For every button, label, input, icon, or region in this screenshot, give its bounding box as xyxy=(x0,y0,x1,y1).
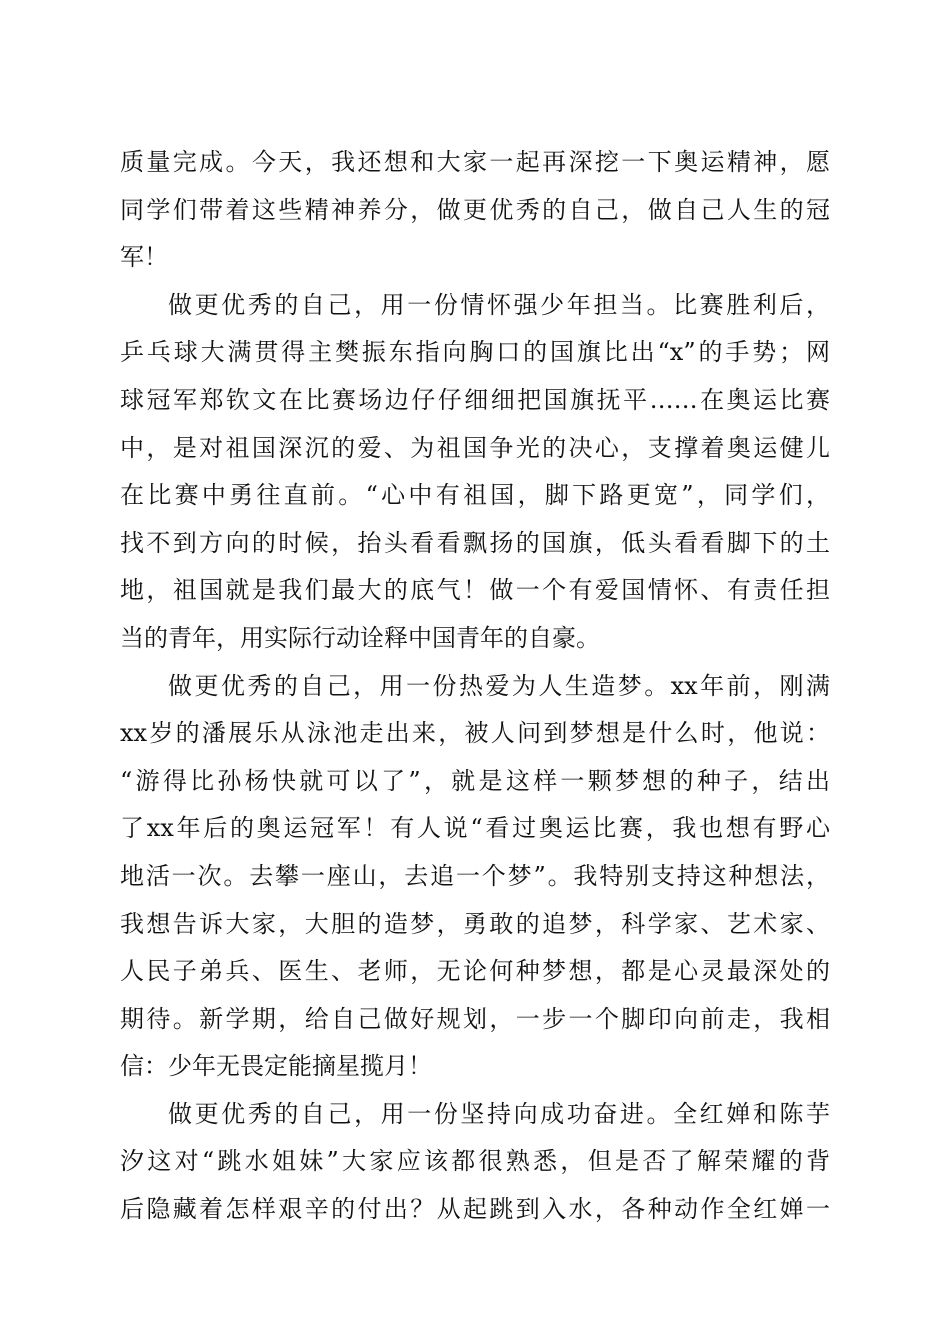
text-line: 当的青年，用实际行动诠释中国青年的自豪。 xyxy=(120,623,600,652)
text-line: 信：少年无畏定能摘星揽月！ xyxy=(120,1052,432,1081)
text-line: 了xx年后的奥运冠军！有人说“看过奥运比赛，我也想有野心 xyxy=(120,814,830,843)
text-line: 找不到方向的时候，抬头看看飘扬的国旗，低头看看脚下的土 xyxy=(120,528,830,557)
text-line: 中，是对祖国深沉的爱、为祖国争光的决心，支撑着奥运健儿 xyxy=(120,433,830,462)
text-line: “游得比孙杨快就可以了”，就是这样一颗梦想的种子，结出 xyxy=(120,766,830,795)
text-line: xx岁的潘展乐从泳池走出来，被人问到梦想是什么时，他说： xyxy=(120,719,830,748)
text-line: 同学们带着这些精神养分，做更优秀的自己，做自己人生的冠 xyxy=(120,195,830,224)
text-line: 地，祖国就是我们最大的底气！做一个有爱国情怀、有责任担 xyxy=(120,576,830,605)
text-line: 期待。新学期，给自己做好规划，一步一个脚印向前走，我相 xyxy=(120,1004,830,1033)
text-line: 我想告诉大家，大胆的造梦，勇敢的追梦，科学家、艺术家、 xyxy=(120,909,830,938)
text-line: 质量完成。今天，我还想和大家一起再深挖一下奥运精神，愿 xyxy=(120,148,830,176)
text-line: 后隐藏着怎样艰辛的付出？从起跳到入水，各种动作全红婵一 xyxy=(120,1195,830,1224)
body-text xyxy=(120,139,830,1234)
text-line: 地活一次。去攀一座山，去追一个梦”。我特别支持这种想法， xyxy=(120,861,830,890)
text-line: 人民子弟兵、医生、老师，无论何种梦想，都是心灵最深处的 xyxy=(120,957,830,986)
text-line: 军！ xyxy=(120,243,168,272)
text-line: 汐这对“跳水姐妹”大家应该都很熟悉，但是否了解荣耀的背 xyxy=(120,1147,830,1176)
text-line: 球冠军郑钦文在比赛场边仔仔细细把国旗抚平……在奥运比赛 xyxy=(120,385,830,414)
paragraph-first-line: 做更优秀的自己，用一份坚持向成功奋进。全红婵和陈芋 xyxy=(168,1099,830,1128)
paragraph-first-line: 做更优秀的自己，用一份情怀强少年担当。比赛胜利后， xyxy=(168,290,830,319)
text-line: 在比赛中勇往直前。“心中有祖国，脚下路更宽”，同学们， xyxy=(120,481,830,510)
paragraph-first-line: 做更优秀的自己，用一份热爱为人生造梦。xx年前，刚满 xyxy=(168,671,830,700)
text-line: 乒乓球大满贯得主樊振东指向胸口的国旗比出“x”的手势；网 xyxy=(120,338,830,367)
